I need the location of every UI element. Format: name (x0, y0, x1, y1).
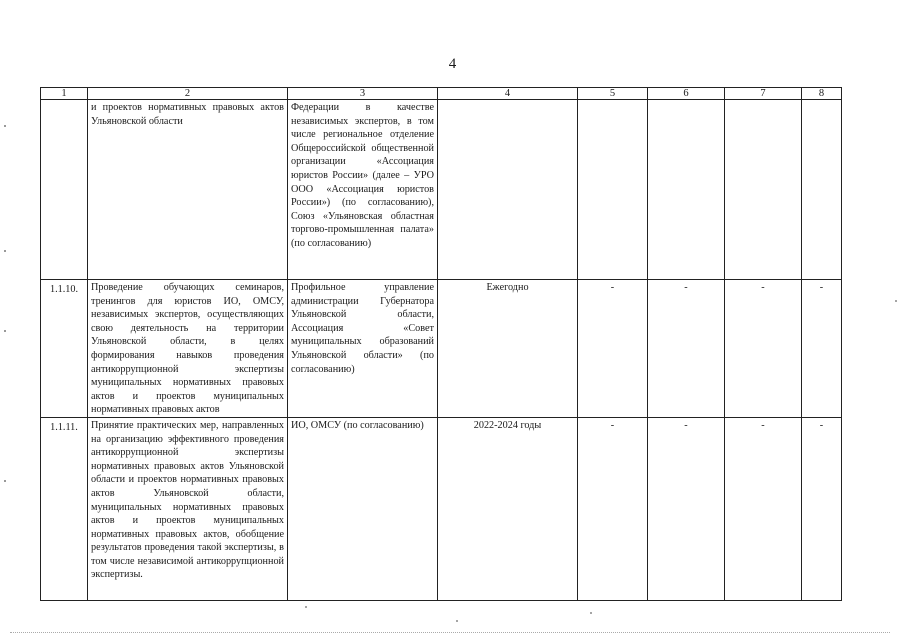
page-number: 4 (448, 56, 457, 72)
item-number-cell: 1.1.11. (41, 417, 88, 600)
term-cell: 2022-2024 годы (438, 417, 578, 600)
scan-speck (590, 612, 592, 614)
executors-cell: ИО, ОМСУ (по согласованию) (288, 417, 438, 600)
value-cell (578, 100, 648, 280)
column-header: 2 (88, 88, 288, 100)
column-header: 6 (648, 88, 725, 100)
column-header: 3 (288, 88, 438, 100)
scan-speck (305, 606, 307, 608)
executors-cell: Федерации в качестве независимых экспертов, в том числе региональное отделение Общероссийской общественной организации «Ассоциация юристов России» (далее – УРО ООО «Ассоциация юристов России») (по согласованию), Союз «Ульяновская областная торгово-промышленная палата» (по согласованию) (288, 100, 438, 280)
scan-speck (456, 620, 458, 622)
scan-speck (4, 480, 6, 482)
event-cell: и проектов нормативных правовых актов Ульяновской области (88, 100, 288, 280)
value-cell (648, 100, 725, 280)
event-cell: Проведение обучающих семинаров, тренингов для юристов ИО, ОМСУ, независимых экспертов, осуществляющих свою деятельность на территории Ульяновской области, в целях формирования навыков проведения антикоррупционной экспертизы муниципальных нормативных правовых актов и проектов муниципальных нормативных правовых актов (88, 280, 288, 418)
value-cell: - (648, 280, 725, 418)
column-header: 5 (578, 88, 648, 100)
value-cell (725, 100, 802, 280)
value-cell: - (578, 280, 648, 418)
value-cell: - (802, 280, 842, 418)
value-cell: - (725, 417, 802, 600)
plan-table (40, 87, 842, 601)
term-cell: Ежегодно (438, 280, 578, 418)
table-header-row (41, 88, 842, 100)
scan-speck (4, 250, 6, 252)
value-cell (802, 100, 842, 280)
item-number-cell (41, 100, 88, 280)
value-cell: - (578, 417, 648, 600)
column-header: 7 (725, 88, 802, 100)
column-header: 4 (438, 88, 578, 100)
term-cell (438, 100, 578, 280)
table-row (41, 417, 842, 600)
value-cell: - (725, 280, 802, 418)
event-cell: Принятие практических мер, направленных на организацию эффективного проведения антикоррупционной экспертизы нормативных правовых актов Ульяновской области и проектов нормативных правовых актов Ульяновской области, муниципальных нормативных правовых актов и проектов муниципальных нормативных правовых актов, обобщение результатов проведения такой экспертизы, в том числе независимой антикоррупционной экспертизы. (88, 417, 288, 600)
item-number-cell: 1.1.10. (41, 280, 88, 418)
executors-cell: Профильное управление администрации Губернатора Ульяновской области, Ассоциация «Совет муниципальных образований Ульяновской области» (по согласованию) (288, 280, 438, 418)
value-cell: - (802, 417, 842, 600)
scan-speck (4, 125, 6, 127)
scan-edge-line (10, 632, 890, 634)
table-row (41, 280, 842, 418)
scan-speck (895, 300, 897, 302)
scan-speck (4, 330, 6, 332)
value-cell: - (648, 417, 725, 600)
column-header: 1 (41, 88, 88, 100)
table-row (41, 100, 842, 280)
column-header: 8 (802, 88, 842, 100)
